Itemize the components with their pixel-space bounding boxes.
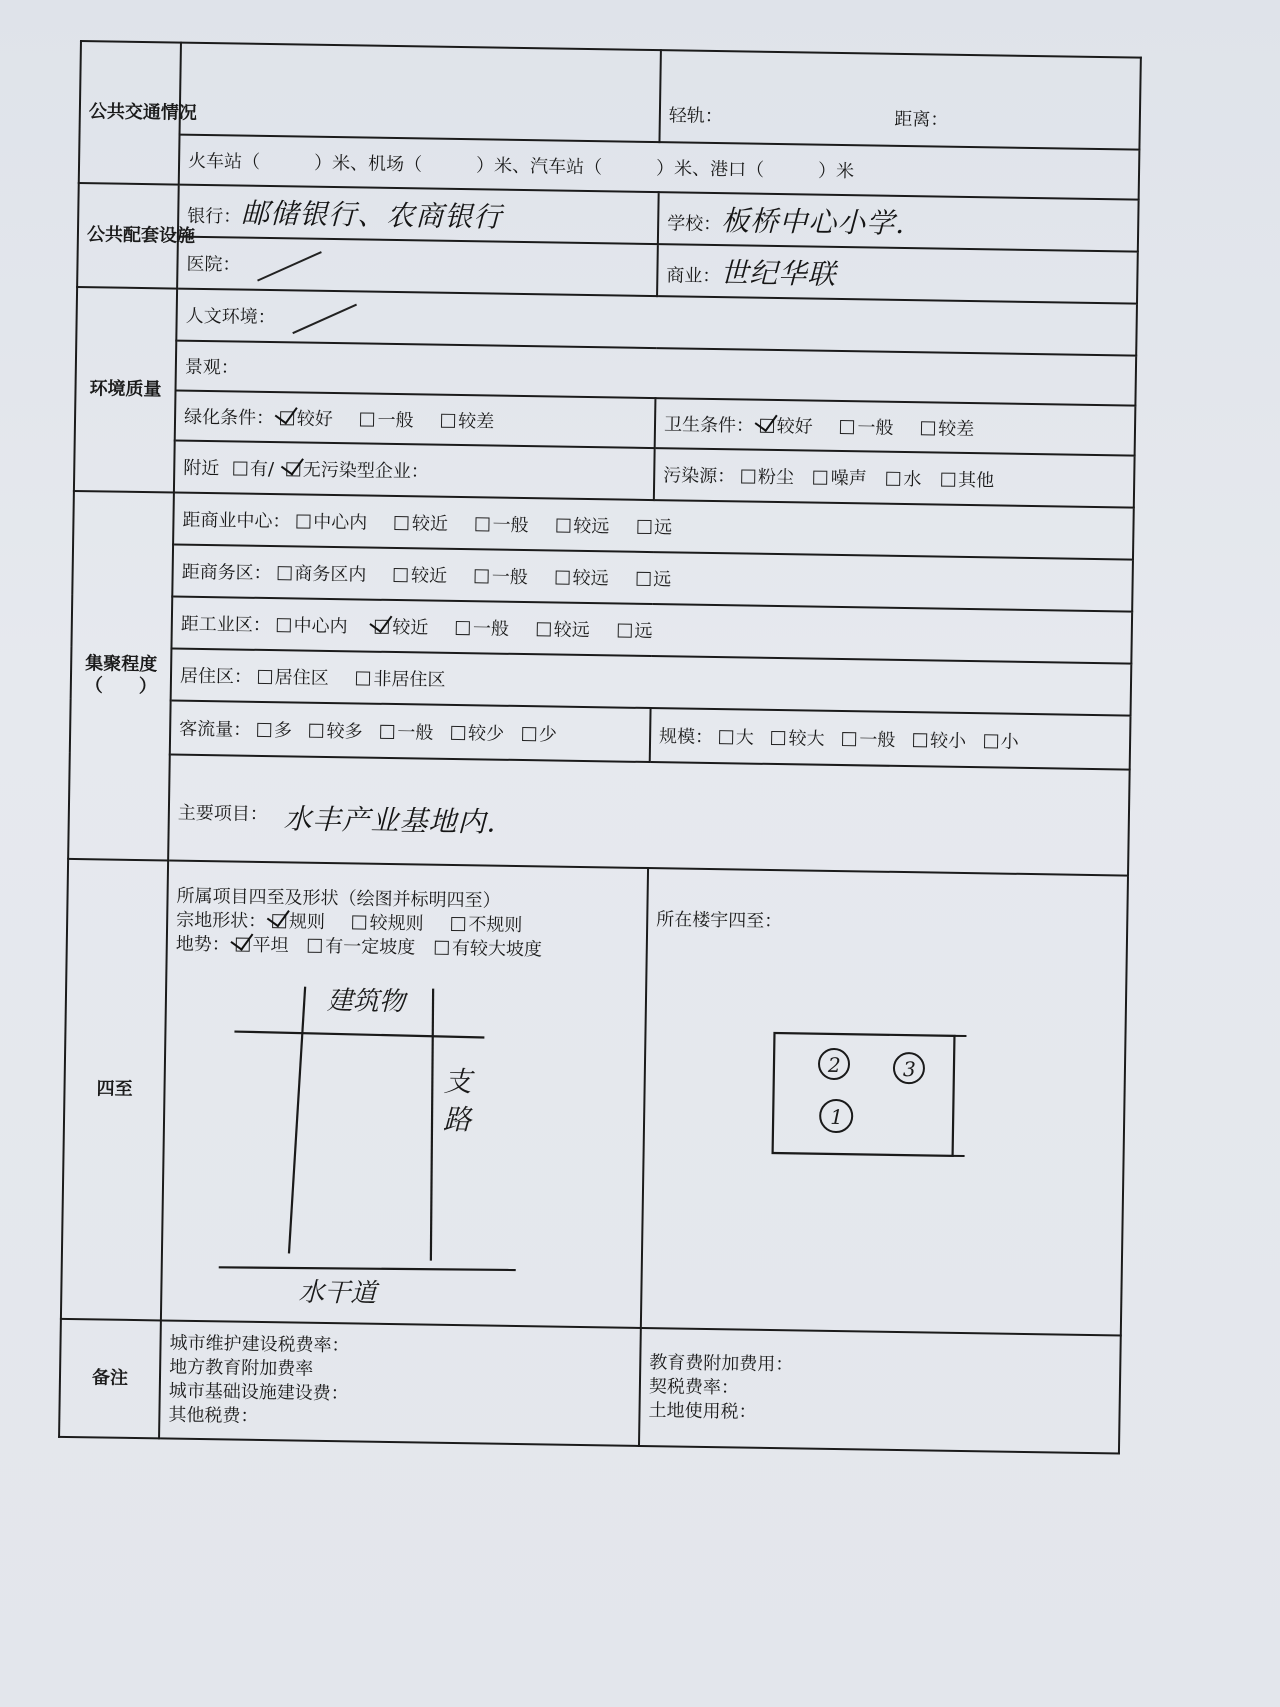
- greening-poor-label: 较差: [458, 410, 495, 433]
- transport-label: 公共交通情况: [79, 41, 181, 185]
- nearby-have-checkbox[interactable]: [233, 461, 247, 475]
- business-opt-4-checkbox[interactable]: [555, 571, 569, 585]
- business-opt-1-label: 商务区内: [294, 563, 367, 586]
- transport-blank: [180, 43, 661, 143]
- industrial-opt-2-checkbox[interactable]: [375, 620, 389, 634]
- traffic-opt-3-checkbox[interactable]: [380, 725, 394, 739]
- traffic-opt-2-label: 较多: [326, 720, 363, 743]
- remarks-left-cell: [159, 1320, 641, 1446]
- scale-opt-1-checkbox[interactable]: [719, 730, 733, 744]
- pollution-water-label: 水: [903, 468, 922, 491]
- sketch-east-text-2: 路: [442, 1102, 472, 1137]
- industrial-opt-5-checkbox[interactable]: [617, 624, 631, 638]
- humanity-slash-mark: [292, 304, 357, 334]
- nearby-none-label: 无污染型企业：: [302, 459, 429, 483]
- bank-value: 邮储银行、农商银行: [241, 196, 503, 234]
- sanitation-fair-checkbox[interactable]: [840, 420, 854, 434]
- building-boundary-title: 所在楼宇四至：: [656, 909, 783, 933]
- traffic-opt-1-label: 多: [273, 720, 293, 742]
- terrain-steep-checkbox[interactable]: [435, 941, 449, 955]
- pollution-noise-label: 噪声: [830, 467, 867, 490]
- commercial-opt-3-label: 一般: [492, 514, 529, 537]
- scale-opt-2-checkbox[interactable]: [771, 731, 785, 745]
- commercial-opt-2-label: 较近: [411, 513, 449, 535]
- pollution-water-checkbox[interactable]: [886, 472, 900, 486]
- landscape-cell: 景观：: [176, 341, 1137, 406]
- commercial-opt-1-label: 中心内: [313, 511, 368, 534]
- traffic-opt-4-checkbox[interactable]: [451, 726, 465, 740]
- industrial-opt-3-label: 一般: [472, 618, 510, 640]
- industrial-label: 距工业区：: [180, 613, 271, 637]
- hospital-cell: [177, 237, 658, 297]
- pollution-other-checkbox[interactable]: [941, 473, 955, 487]
- remarks-label: 备注: [59, 1319, 161, 1439]
- pollution-noise-checkbox[interactable]: [814, 471, 828, 485]
- sketch-east-text-1: 支: [443, 1064, 472, 1099]
- commercial-label: 距商业中心：: [182, 509, 291, 533]
- industrial-opt-5-label: 远: [634, 620, 653, 643]
- traffic-opt-4-label: 较少: [467, 723, 505, 745]
- business-opt-2-checkbox[interactable]: [394, 568, 408, 582]
- commerce-value: 世纪华联: [720, 256, 837, 291]
- main-projects-value: 水丰产业基地内.: [283, 802, 497, 839]
- traffic-opt-5-label: 少: [538, 724, 557, 746]
- traffic-opt-5-checkbox[interactable]: [522, 727, 536, 741]
- sketch-east-line: [429, 989, 435, 1261]
- pollution-dust-checkbox[interactable]: [741, 469, 755, 483]
- scale-opt-3-label: 一般: [859, 729, 896, 751]
- agglomeration-label: 集聚程度: [85, 653, 158, 676]
- mark-2-text: 2: [827, 1052, 841, 1078]
- business-opt-2-label: 较近: [410, 565, 448, 587]
- environment-label: 环境质量: [74, 287, 177, 493]
- commercial-opt-5-label: 远: [653, 517, 673, 539]
- terrain-slope-checkbox[interactable]: [308, 939, 322, 953]
- greening-label: 绿化条件：: [183, 406, 275, 430]
- sketch-south-text: 水干道: [298, 1277, 377, 1309]
- commercial-opt-5-checkbox[interactable]: [637, 520, 651, 534]
- business-label: 距商务区：: [181, 561, 272, 585]
- survey-form: [57, 40, 1140, 1536]
- facilities-label: 公共配套设施: [77, 183, 179, 289]
- industrial-opt-3-checkbox[interactable]: [456, 621, 470, 635]
- mark-1-text: 1: [829, 1104, 844, 1130]
- shape-regular-checkbox[interactable]: [272, 914, 286, 928]
- remark-right-2: 契税费率：: [648, 1376, 740, 1399]
- sanitation-cell: [655, 398, 1136, 456]
- main-projects-cell: [168, 754, 1130, 875]
- commercial-opt-3-checkbox[interactable]: [476, 517, 490, 531]
- light-rail-label: 轻轨：: [668, 105, 724, 128]
- greening-fair-label: 一般: [377, 409, 414, 432]
- agglomeration-paren: （ ）: [84, 675, 158, 698]
- building-sketch: [650, 991, 1115, 1298]
- school-value: 板桥中心小学.: [720, 204, 906, 240]
- scale-opt-4-checkbox[interactable]: [913, 733, 927, 747]
- industrial-opt-4-label: 较远: [553, 619, 590, 642]
- hospital-slash-mark: [257, 251, 322, 281]
- commerce-label: 商业：: [666, 265, 721, 288]
- shape-irregular-checkbox[interactable]: [451, 917, 465, 931]
- residential-opt-1-checkbox[interactable]: [258, 670, 272, 684]
- nearby-prefix: 附近: [183, 457, 220, 480]
- residential-opt-2-label: 非居住区: [373, 668, 446, 691]
- shape-fairly-regular-label: 较规则: [369, 912, 424, 935]
- sanitation-good-checkbox[interactable]: [760, 419, 774, 433]
- traffic-opt-1-checkbox[interactable]: [257, 723, 271, 737]
- greening-fair-checkbox[interactable]: [360, 412, 374, 426]
- building-boundary-cell: [641, 868, 1128, 1335]
- sketch-west-line: [289, 986, 305, 1253]
- sanitation-poor-label: 较差: [938, 418, 975, 441]
- main-projects-label: 主要项目：: [177, 802, 269, 826]
- scale-label: 规模：: [658, 726, 714, 749]
- pollution-other-label: 其他: [957, 469, 995, 492]
- scale-opt-1-label: 大: [735, 727, 755, 749]
- remark-left-4: 其他税费：: [168, 1404, 259, 1427]
- shape-irregular-label: 不规则: [468, 914, 523, 937]
- terrain-flat-checkbox[interactable]: [235, 938, 249, 952]
- nearby-have-label: 有/: [249, 458, 275, 481]
- nearby-none-checkbox[interactable]: [286, 462, 300, 476]
- shape-regular-label: 规则: [288, 911, 326, 933]
- nearby-cell: [174, 441, 655, 501]
- sanitation-label: 卫生条件：: [663, 414, 755, 437]
- traffic-opt-2-checkbox[interactable]: [310, 724, 324, 738]
- scale-opt-3-checkbox[interactable]: [842, 732, 856, 746]
- scale-cell: [650, 708, 1131, 770]
- remark-left-3: 城市基础设施建设费：: [168, 1380, 349, 1405]
- traffic-label: 客流量：: [179, 718, 252, 741]
- terrain-flat-label: 平坦: [252, 934, 289, 957]
- traffic-opt-3-label: 一般: [397, 722, 434, 744]
- boundary-label: 四至: [61, 859, 168, 1321]
- pollution-label: 污染源：: [663, 465, 736, 488]
- bank-cell: [178, 185, 659, 245]
- terrain-label: 地势：: [175, 933, 230, 956]
- shape-fairly-regular-checkbox[interactable]: [353, 915, 367, 929]
- commercial-opt-4-label: 较远: [573, 515, 610, 538]
- greening-cell: [175, 391, 656, 449]
- business-opt-3-label: 一般: [491, 566, 528, 589]
- hospital-label: 医院：: [186, 253, 241, 276]
- commercial-opt-1-checkbox[interactable]: [296, 514, 310, 528]
- scale-opt-5-label: 小: [1000, 731, 1019, 753]
- distance-label: 距离：: [894, 108, 949, 131]
- mark-3-text: 3: [902, 1057, 916, 1082]
- stations-row: 火车站（ ）米、机场（ ）米、汽车站（ ）米、港口（ ）米: [179, 135, 1140, 200]
- business-opt-5-checkbox[interactable]: [636, 572, 650, 586]
- agglomeration-label-cell: [68, 491, 174, 861]
- commerce-cell: [657, 244, 1138, 304]
- traffic-cell: [170, 701, 651, 763]
- pollution-cell: [654, 448, 1135, 508]
- remark-left-1: 城市维护建设税费率：: [169, 1332, 350, 1357]
- business-opt-5-label: 远: [653, 569, 672, 591]
- business-opt-4-label: 较远: [572, 567, 609, 590]
- sanitation-fair-label: 一般: [857, 417, 894, 439]
- greening-good-label: 较好: [296, 408, 333, 431]
- industrial-opt-2-label: 较近: [392, 616, 429, 639]
- light-rail-cell: [659, 50, 1140, 150]
- project-boundary-cell: [161, 860, 648, 1327]
- sanitation-poor-checkbox[interactable]: [921, 421, 935, 435]
- remark-left-2: 地方教育附加费率: [169, 1356, 314, 1380]
- terrain-steep-label: 有较大坡度: [451, 937, 543, 961]
- business-opt-1-checkbox[interactable]: [277, 566, 291, 580]
- industrial-opt-4-checkbox[interactable]: [537, 622, 551, 636]
- greening-good-checkbox[interactable]: [280, 411, 294, 425]
- school-label: 学校：: [667, 213, 722, 236]
- remark-right-3: 土地使用税：: [648, 1400, 757, 1423]
- industrial-opt-1-checkbox[interactable]: [276, 618, 290, 632]
- site-sketch: [170, 967, 635, 1309]
- residential-opt-2-checkbox[interactable]: [356, 671, 370, 685]
- residential-label: 居住区：: [179, 665, 253, 688]
- terrain-slope-label: 有一定坡度: [325, 935, 416, 959]
- sanitation-good-label: 较好: [776, 415, 813, 438]
- scale-opt-4-label: 较小: [929, 730, 967, 753]
- sketch-north-line: [234, 1032, 484, 1038]
- industrial-opt-1-label: 中心内: [293, 615, 348, 638]
- business-opt-3-checkbox[interactable]: [475, 569, 489, 583]
- greening-poor-checkbox[interactable]: [441, 414, 455, 428]
- commercial-opt-2-checkbox[interactable]: [395, 516, 409, 530]
- bank-label: 银行：: [187, 205, 242, 228]
- survey-table: [58, 40, 1142, 1455]
- scale-opt-5-checkbox[interactable]: [984, 734, 998, 748]
- building-outline: [773, 1033, 955, 1156]
- pollution-dust-label: 粉尘: [757, 466, 795, 489]
- scale-opt-2-label: 较大: [788, 728, 825, 750]
- humanity-label: 人文环境：: [185, 305, 276, 329]
- remark-right-1: 教育费附加费用：: [649, 1352, 794, 1376]
- school-cell: [658, 192, 1139, 252]
- sketch-south-line: [219, 1265, 516, 1272]
- remarks-right-cell: [639, 1328, 1121, 1454]
- sketch-north-text: 建筑物: [326, 985, 406, 1018]
- residential-opt-1-label: 居住区: [274, 667, 329, 689]
- shape-label: 宗地形状：: [176, 909, 267, 933]
- project-boundary-title: 所属项目四至及形状（绘图并标明四至）: [176, 885, 501, 912]
- commercial-opt-4-checkbox[interactable]: [556, 519, 570, 533]
